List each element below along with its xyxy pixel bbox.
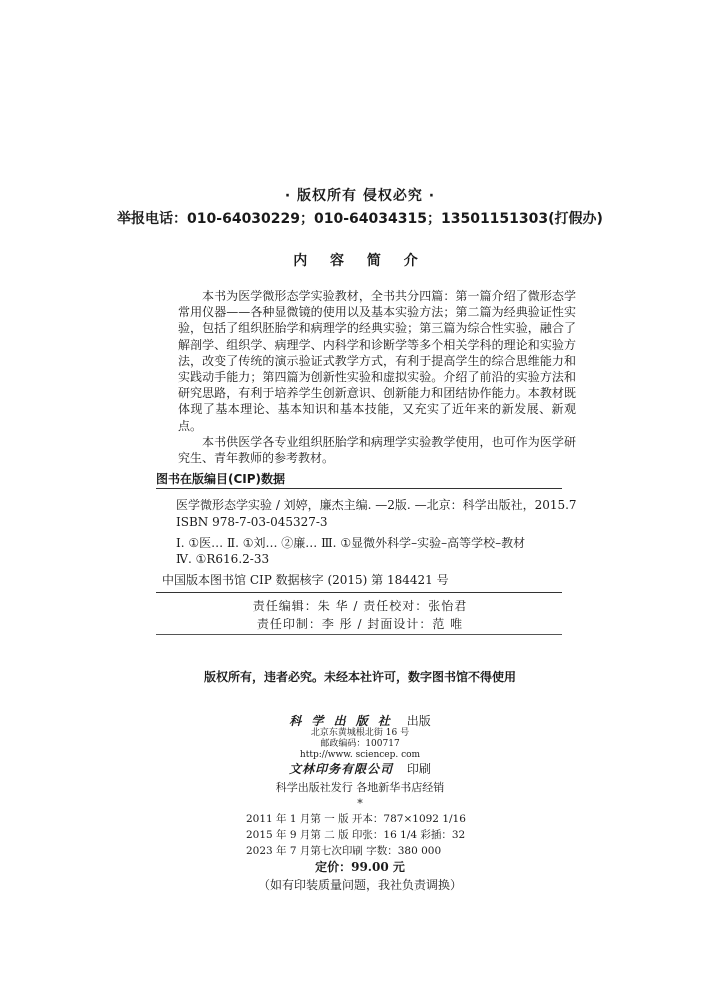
distribution-line: 科学出版社发行 各地新华书店经销 [275, 781, 445, 794]
price: 定价：99.00 元 [315, 860, 405, 874]
cip-isbn: ISBN 978-7-03-045327-3 [176, 515, 328, 529]
cip-verification: 中国版本图书馆 CIP 数据核字 (2015) 第 184421 号 [162, 573, 449, 587]
publisher-website: http://www. sciencep. com [299, 750, 421, 760]
summary-paragraph: 本书供医学各专业组织胚胎学和病理学实验教学使用，也可作为医学研究生、青年教师的参考教材。 [178, 434, 576, 466]
summary-body [178, 288, 576, 466]
report-phone: 举报电话：010-64030229；010-64034315；13501151303(打假办) [117, 211, 603, 227]
printer-role: 印刷 [406, 762, 431, 776]
copyright-notice: · 版权所有 侵权必究 · [284, 188, 436, 204]
summary-paragraph: 本书为医学微形态学实验教材，全书共分四篇：第一篇介绍了微形态学常用仪器——各种显微镜的使用以及基本实验方法；第二篇为经典验证性实验，包括了组织胚胎学和病理学的经典实验；第三篇为综合性实验，融合了解剖学、组织学、病理学、内科学和诊断学等多个相关学科的理论和实验方法，改变了传统的演示验证式教学方式，有利于提高学生的综合思维能力和实践动手能力；第四篇为创新性实验和虚拟实验。介绍了前沿的实验方法和研究思路，有利于培养学生创新意识、创新能力和团结协作能力。本教材既体现了基本理论、基本知识和基本技能，又充实了近年来的新发展、新观点。 [178, 289, 576, 433]
editor-line-1: 责任编辑：朱 华 / 责任校对：张怡君 [252, 599, 468, 613]
publisher-address: 北京东黄城根北街 16 号 [310, 728, 410, 738]
edition-line-1: 2011 年 1 月第 一 版 开本：787×1092 1/16 [246, 813, 466, 825]
repair-note: （如有印装质量问题，我社负责调换） [257, 878, 462, 892]
edition-line-2: 2015 年 9 月第 二 版 印张：16 1/4 彩插：32 [246, 829, 466, 841]
printer-line [0, 760, 720, 777]
cip-classification: Ⅰ. ①医… Ⅱ. ①刘… ②廉… Ⅲ. ①显微外科学–实验–高等学校–教材 [176, 536, 526, 550]
cip-bottom-rule [156, 592, 562, 593]
cip-title: 图书在版编目(CIP)数据 [156, 472, 286, 486]
editor-bottom-rule [156, 634, 562, 635]
publisher-name: 科 学 出 版 社 [289, 714, 393, 728]
cip-top-rule [156, 488, 562, 489]
cip-book-line: 医学微形态学实验 / 刘婷，廉杰主编. —2版. —北京：科学出版社，2015.7 [176, 498, 577, 512]
usage-notice: 版权所有，违者必究。未经本社许可，数字图书馆不得使用 [203, 670, 516, 684]
summary-title: 内 容 简 介 [293, 253, 427, 269]
publisher-postcode: 邮政编码：100717 [320, 739, 400, 749]
cip-classification-2: Ⅳ. ①R616.2-33 [176, 552, 270, 566]
publisher-line [0, 712, 720, 729]
separator-star: * [357, 797, 363, 810]
editor-line-2: 责任印制：李 彤 / 封面设计：范 唯 [256, 617, 464, 631]
printer-name: 文林印务有限公司 [289, 762, 394, 776]
publisher-role: 出版 [406, 714, 431, 728]
edition-line-3: 2023 年 7 月第七次印刷 字数：380 000 [246, 845, 442, 857]
